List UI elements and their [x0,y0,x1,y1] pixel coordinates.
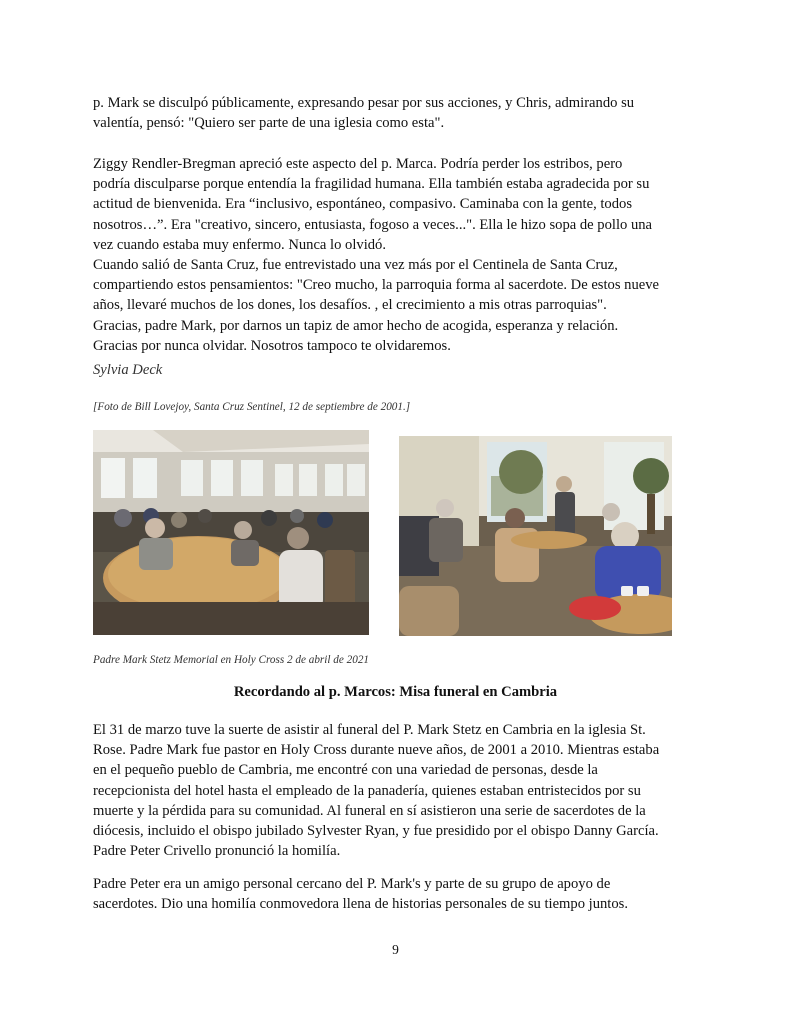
text-line: nosotros…”. Era "creativo, sincero, entusiasta, fogoso a veces...". Ella le hizo sopa de pollo una [93,216,653,233]
memorial-room-photo [93,430,369,635]
text-line: vez cuando estaba muy enfermo. Nunca lo olvidó. [93,236,386,253]
text-line: sacerdotes. Dio una homilía conmovedora llena de historias personales de su tiempo juntos. [93,896,628,913]
text-line: recepcionista del hotel hasta el empleado de la panadería, quienes estaban entristecidos por su [93,782,641,799]
paragraph-homily [93,874,701,914]
paragraph-funeral [93,720,701,861]
text-line: podría disculparse porque entendía la fragilidad humana. Ella también estaba agradecida por su [93,176,650,193]
text-line: Ziggy Rendler-Bregman apreció este aspecto del p. Marca. Podría perder los estribos, pero [93,156,623,172]
text-line: Padre Peter Crivello pronunció la homilía. [93,843,341,860]
text-line: actitud de bienvenida. Era “inclusivo, espontáneo, compasivo. Caminaba con la gente, todos [93,196,632,213]
text-line: Padre Peter era un amigo personal cercano del P. Mark's y parte de su grupo de apoyo de [93,876,611,892]
section-heading: Recordando al p. Marcos: Misa funeral en Cambria [233,684,558,700]
paragraph-apology [93,93,701,133]
page-number: 9 [392,942,399,957]
text-line: p. Mark se disculpó públicamente, expresando pesar por sus acciones, y Chris, admirando su [93,95,635,111]
text-line: Rose. Padre Mark fue pastor en Holy Cross durante nueve años, de 2001 a 2010. Mientras estaba [93,742,660,759]
photo-caption: Padre Mark Stetz Memorial en Holy Cross 2 de abril de 2021 [93,654,370,666]
author-signature: Sylvia Deck [93,362,163,378]
text-line: valentía, pensó: "Quiero ser parte de una iglesia como esta". [93,115,445,132]
text-line: El 31 de marzo tuve la suerte de asistir al funeral del P. Mark Stetz en Cambria en la iglesia St. [93,722,646,738]
text-line: Cuando salió de Santa Cruz, fue entrevistado una vez más por el Centinela de Santa Cruz, [93,257,618,274]
text-line: Gracias, padre Mark, por darnos un tapiz de amor hecho de acogida, esperanza y relación. [93,317,619,334]
text-line: diócesis, incluido el obispo jubilado Sylvester Ryan, y fue presidido por el obispo Danny García. [93,823,659,840]
text-line: en el pequeño pueblo de Cambria, me encontré con una variedad de personas, desde la [93,762,598,779]
text-line: compartiendo estos pensamientos: "Creo mucho, la parroquia forma al sacerdote. De estos nueve [93,277,660,294]
paragraph-ziggy [93,154,701,356]
text-line: muerte y la pérdida para su comunidad. Al funeral en sí asistieron una serie de sacerdotes de la [93,802,646,819]
photo-credit: [Foto de Bill Lovejoy, Santa Cruz Sentinel, 12 de septiembre de 2001.] [93,401,411,413]
memorial-speaker-photo [399,436,672,636]
text-line: años, llevaré muchos de los dones, los desafíos. , el crecimiento a mis otras parroquias". [93,297,607,314]
text-line: Gracias por nunca olvidar. Nosotros tampoco te olvidaremos. [93,337,451,354]
